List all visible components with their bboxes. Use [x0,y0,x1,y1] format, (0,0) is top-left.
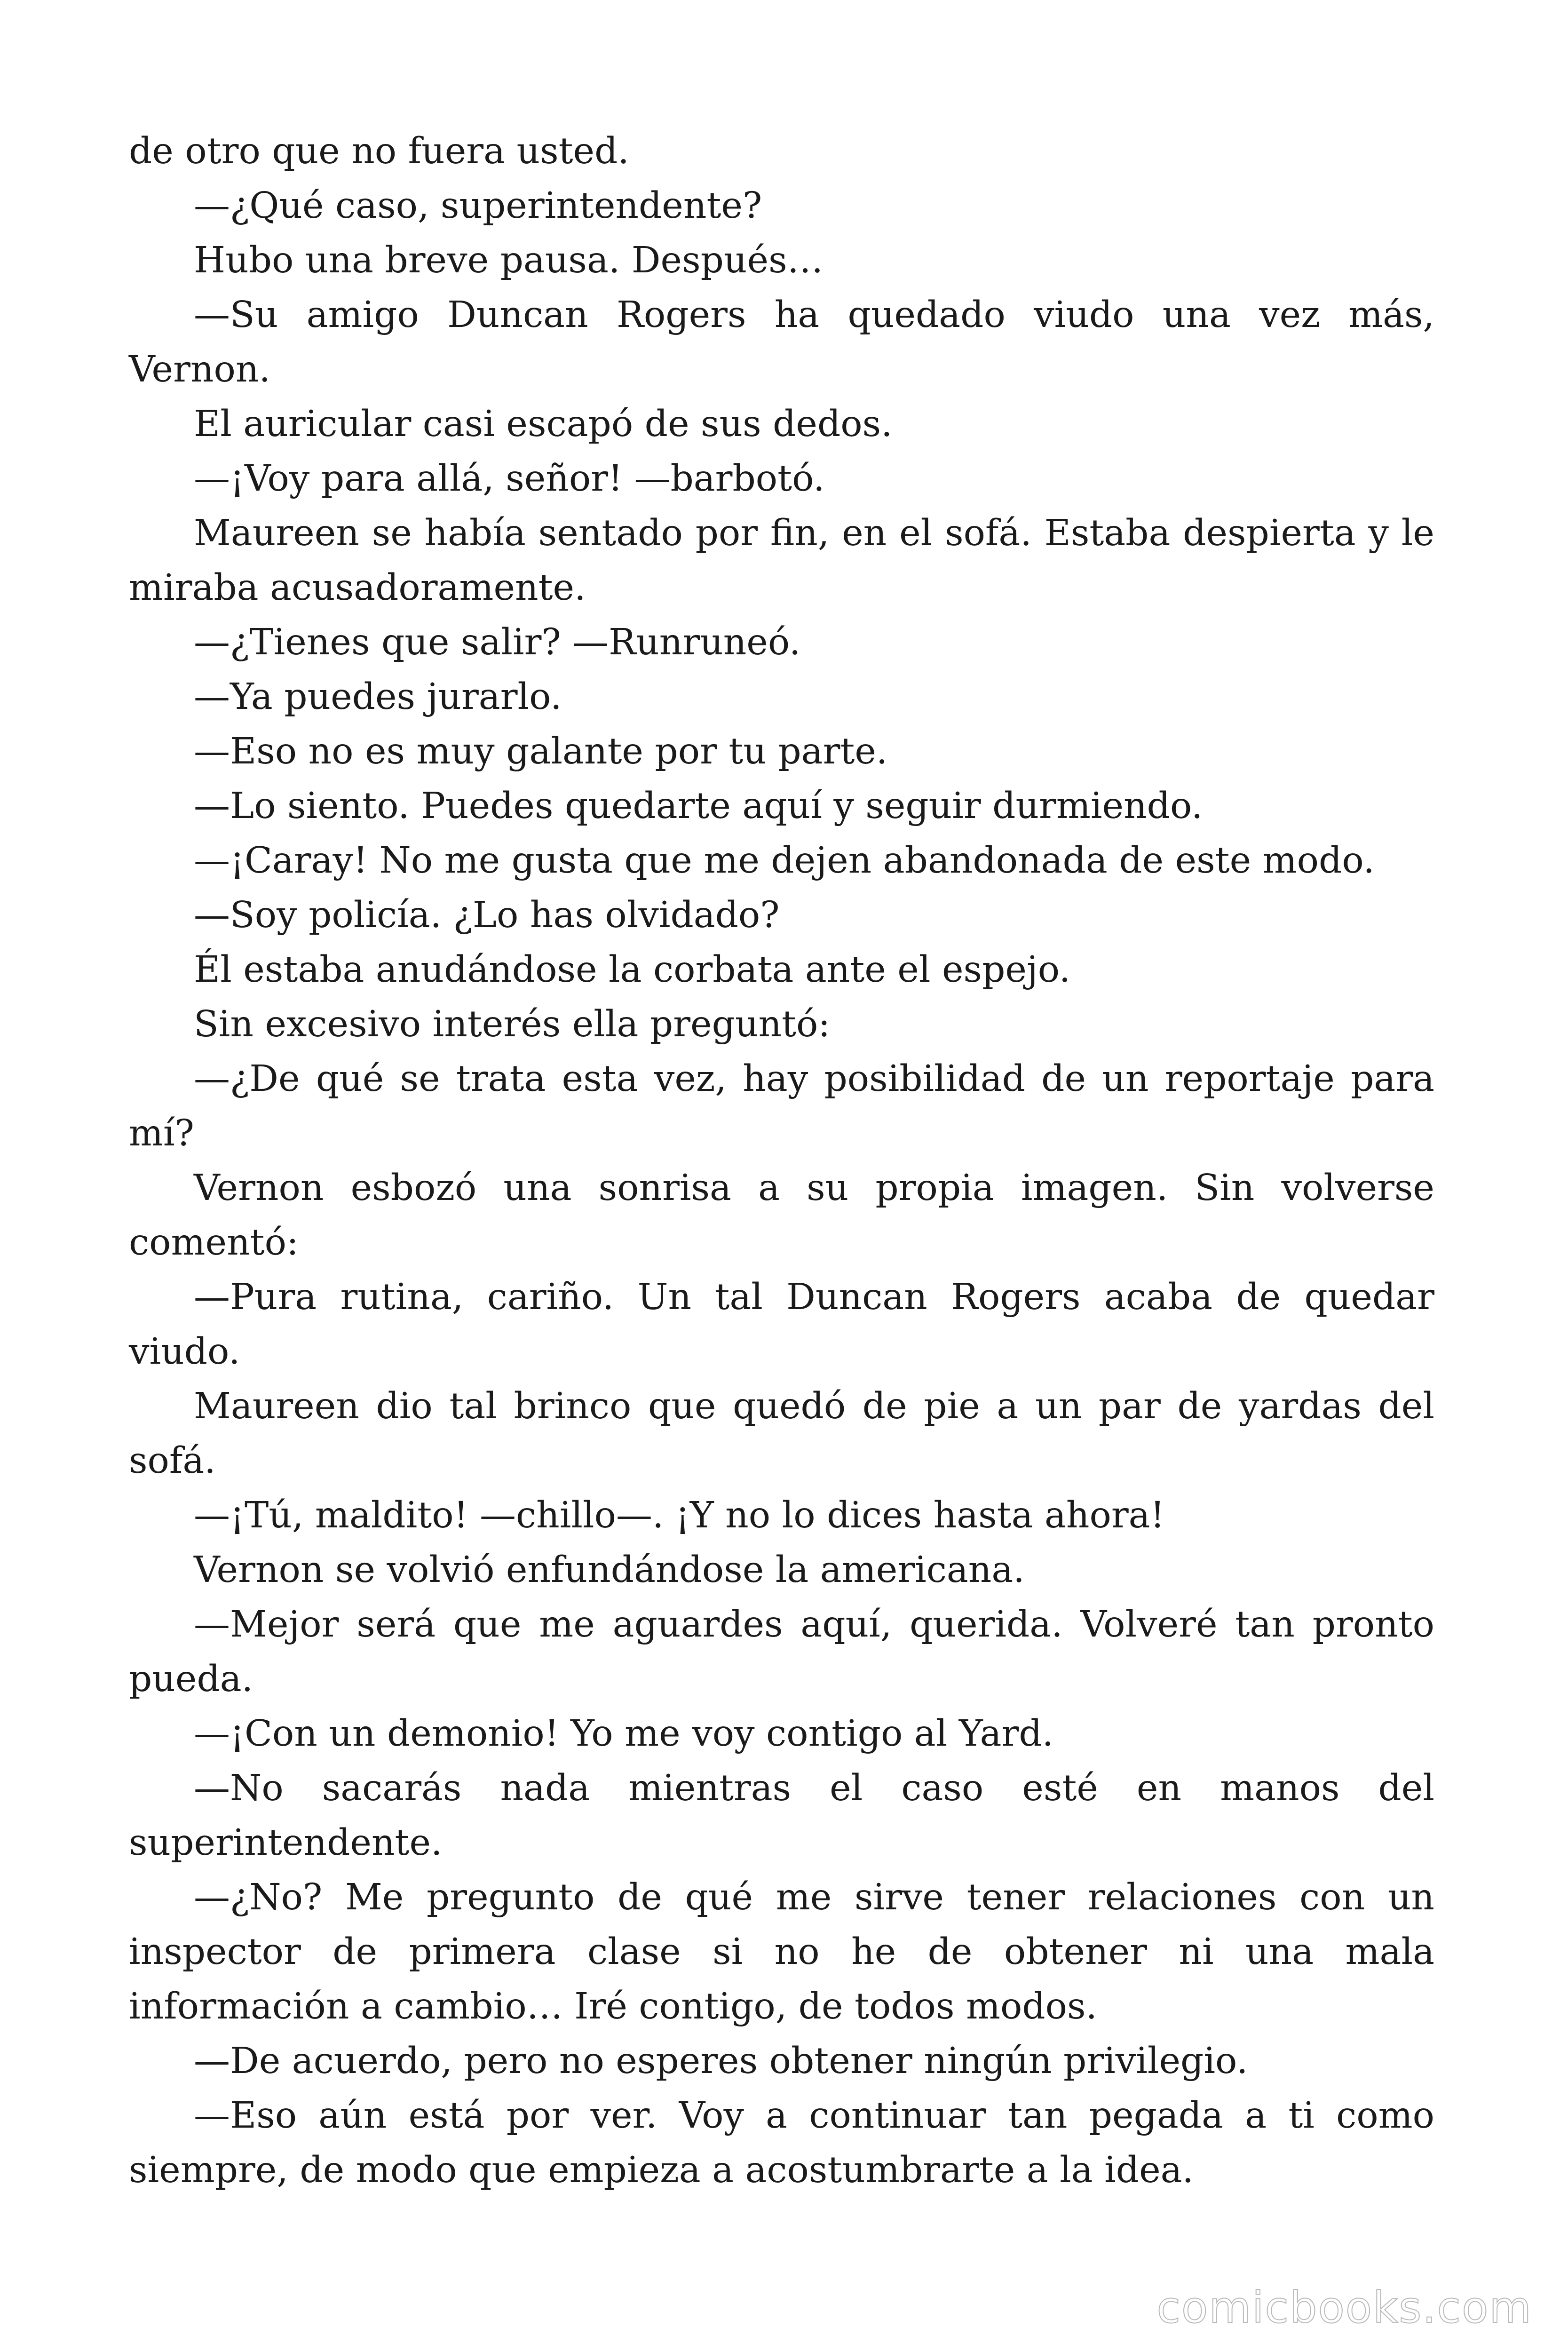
paragraph: —¡Caray! No me gusta que me dejen abandonada de este modo. [194,840,1375,882]
paragraph: Hubo una breve pausa. Después… [194,239,824,281]
paragraph: Él estaba anudándose la corbata ante el espejo. [194,949,1071,991]
paragraph: —Pura rutina, cariño. Un tal Duncan Rogers acaba de quedar viudo. [129,1276,1434,1373]
paragraph: —Ya puedes jurarlo. [194,676,562,718]
paragraph: Vernon se volvió enfundándose la americana. [194,1549,1025,1591]
paragraph: El auricular casi escapó de sus dedos. [194,403,893,445]
paragraph: —Eso no es muy galante por tu parte. [194,731,888,772]
paragraph: Maureen se había sentado por fin, en el sofá. Estaba despierta y le miraba acusadoramente. [129,512,1434,609]
paragraph: —Soy policía. ¿Lo has olvidado? [194,894,780,936]
paragraph: —Su amigo Duncan Rogers ha quedado viudo una vez más, Vernon. [129,294,1434,390]
paragraph: —¿No? Me pregunto de qué me sirve tener relaciones con un inspector de primera clase si no he de obtener ni una mala información a cambio… Iré contigo, de todos modos. [129,1876,1434,2027]
paragraph: —¡Tú, maldito! —chillo—. ¡Y no lo dices hasta ahora! [194,1494,1165,1536]
watermark: comicbooks.com [1156,2282,1532,2333]
paragraph: —¿Tienes que salir? —Runruneó. [194,621,801,663]
page-body-text [129,124,1434,2198]
paragraph: —¿Qué caso, superintendente? [194,185,762,227]
paragraph: —Mejor será que me aguardes aquí, querida. Volveré tan pronto pueda. [129,1604,1434,1700]
paragraph: Sin excesivo interés ella preguntó: [194,1003,831,1045]
paragraph: —De acuerdo, pero no esperes obtener ningún privilegio. [194,2040,1248,2082]
paragraph: Vernon esbozó una sonrisa a su propia imagen. Sin volverse comentó: [129,1167,1434,1263]
paragraph: —¡Voy para allá, señor! —barbotó. [194,458,825,500]
paragraph: de otro que no fuera usted. [129,130,629,172]
paragraph: —No sacarás nada mientras el caso esté en manos del superintendente. [129,1767,1434,1864]
paragraph: Maureen dio tal brinco que quedó de pie a un par de yardas del sofá. [129,1385,1434,1482]
paragraph: —¡Con un demonio! Yo me voy contigo al Yard. [194,1713,1054,1755]
paragraph: —¿De qué se trata esta vez, hay posibilidad de un reportaje para mí? [129,1058,1434,1154]
paragraph: —Lo siento. Puedes quedarte aquí y seguir durmiendo. [194,785,1203,827]
paragraph: —Eso aún está por ver. Voy a continuar tan pegada a ti como siempre, de modo que empieza a acostumbrarte a la idea. [129,2095,1434,2191]
